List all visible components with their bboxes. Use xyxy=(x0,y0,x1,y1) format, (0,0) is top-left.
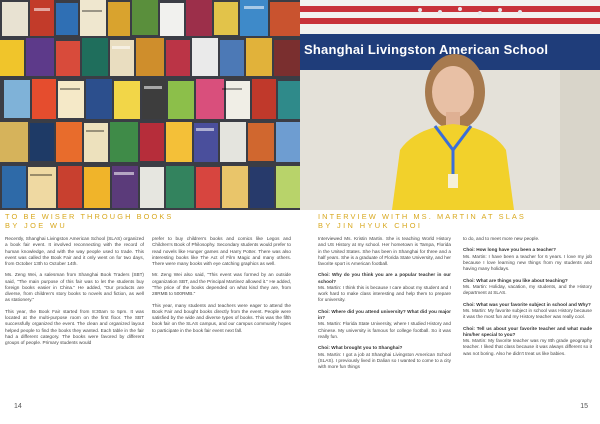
question: Choi: How long have you been a teacher? xyxy=(463,247,556,253)
paragraph: prefer to buy children's books and comics like Legos and Children's Book of Philosophy. Secondary students would prefer to read novels like Hunger games and Harry Potter. There was also interesting books like The Act of Film Magic and many others. There were many books with eye catching graphics as well. xyxy=(152,236,291,266)
interview-column-2 xyxy=(463,236,592,362)
question: Choi: Why do you think you are a popular teacher in our school? xyxy=(318,272,451,284)
article-heading: TO BE WISER THROUGH BOOKS xyxy=(5,212,174,221)
answer: Ms. Martin: I think this is because I care about my student and I work hard to make class interesting and help them to prepare for university. xyxy=(318,284,451,303)
classroom-scene xyxy=(300,0,600,210)
question: Choi: Where did you attend university? What did you major in? xyxy=(318,308,451,321)
page-number: 15 xyxy=(580,403,588,410)
book-fair-photo xyxy=(0,0,300,210)
answer: Ms. Martin: Holiday, vacation, my students, and the History department at SLAS. xyxy=(463,283,592,296)
article-column-2 xyxy=(152,236,291,339)
article-byline: BY JOE WU xyxy=(5,221,68,230)
question: Choi: What was your favorite subject in school and Why? xyxy=(463,301,591,307)
qa-pair xyxy=(318,272,451,303)
answer: Ms. Martin: I got a job at Shanghai Livingston American School (SLAS). I previously lived in Dalian so I wanted to come to a city with more fun things xyxy=(318,351,451,370)
article-column-1 xyxy=(5,236,144,352)
teacher-photo xyxy=(300,0,600,210)
question: Choi: What brought you to Shanghai? xyxy=(318,345,403,351)
paragraph: This year, many students and teachers were eager to attend the Book Fair and bought books directly from the event. People were satisfied by the wide and diverse types of books. This was the fifth book fair on the SLAS campus, and our campus community hopes to participate in the book fair event next fall. xyxy=(152,302,291,333)
question: Choi: What are things you like about teaching? xyxy=(463,277,568,283)
article-heading: INTERVIEW WITH MS. MARTIN AT SLAS xyxy=(318,212,526,221)
paragraph: This year, the Book Fair started from 8:30am to 5pm. It was located at the multi-purpose room on the first floor. The SBT successfully organized the event. The clean and organized layout helped people to find the books they wanted. Each table in the fair had a different category. The books were favored by different groups of people. Primary students would xyxy=(5,308,144,346)
continued-text xyxy=(463,236,592,242)
qa-pair xyxy=(463,326,592,357)
page-number: 14 xyxy=(14,403,22,410)
qa-pair xyxy=(463,278,592,297)
answer: to do, and to meet more new people. xyxy=(463,236,540,241)
qa-pair xyxy=(463,247,592,272)
answer: Interviewed Ms. Kristin Martin. She is teaching World History and US History at my school. Her hometown is Tampa, Florida in the United States. She has been in Shanghai for three and a half years. She is a graduate of Florida State University, and her favorite sport is American football. xyxy=(318,236,451,266)
qa-pair xyxy=(318,309,451,340)
answer: Ms. Martin: I have been a teacher for 6 years. I love my job because I love learning new things from my students and having many holidays. xyxy=(463,253,592,272)
paragraph: Mr. Zeng Wei also said, "This event was formed by an outside organization SBT, and the Principal Martinez allowed it." He added, "The price of the books depended on what kind they are, from 28RMB to 500RMB." xyxy=(152,272,291,297)
intro-paragraph xyxy=(318,236,451,267)
paragraph: Recently, Shanghai Livingston American School (SLAS) organized a book fair event. It involved reconnecting with the record of human knowledge, and with the way people used to trade. This event was called the Book Fair and it only went on for two days, from October 13th to October 14th. xyxy=(5,236,144,266)
answer: Ms. Martin: Florida State University, where I studied History and Chinese. My university is famous for college football. So it was really fun. xyxy=(318,321,451,339)
answer: Ms. Martin: My favorite teacher was my 8th grade geography teacher. I liked that class because it was always different so it was not boring. Also he didn't treat us like babies. xyxy=(463,338,592,356)
book-covers-collage xyxy=(0,0,300,210)
school-sign: Shanghai Livingston American School xyxy=(304,42,549,57)
right-page xyxy=(300,0,600,424)
interview-column-1 xyxy=(318,236,451,376)
article-byline: BY JIN HYUK CHOI xyxy=(318,221,423,230)
qa-pair xyxy=(463,302,592,321)
answer: Ms. Martin: My favorite subject in school was History because it was the most fun and my History teacher was really cool. xyxy=(463,307,592,320)
question: Choi: Tell us about your favorite teacher and what made him/her special to you? xyxy=(463,325,592,337)
qa-pair xyxy=(318,345,451,370)
paragraph: Ms. Zeng Wei, a salesman from Shanghai Book Traders (SBT) said, "The main purpose of this fair was to let the students buy foreign books easier in China." He added, "Our products are diverse, from children's story books to novels and fiction, as well as stationery." xyxy=(5,272,144,303)
